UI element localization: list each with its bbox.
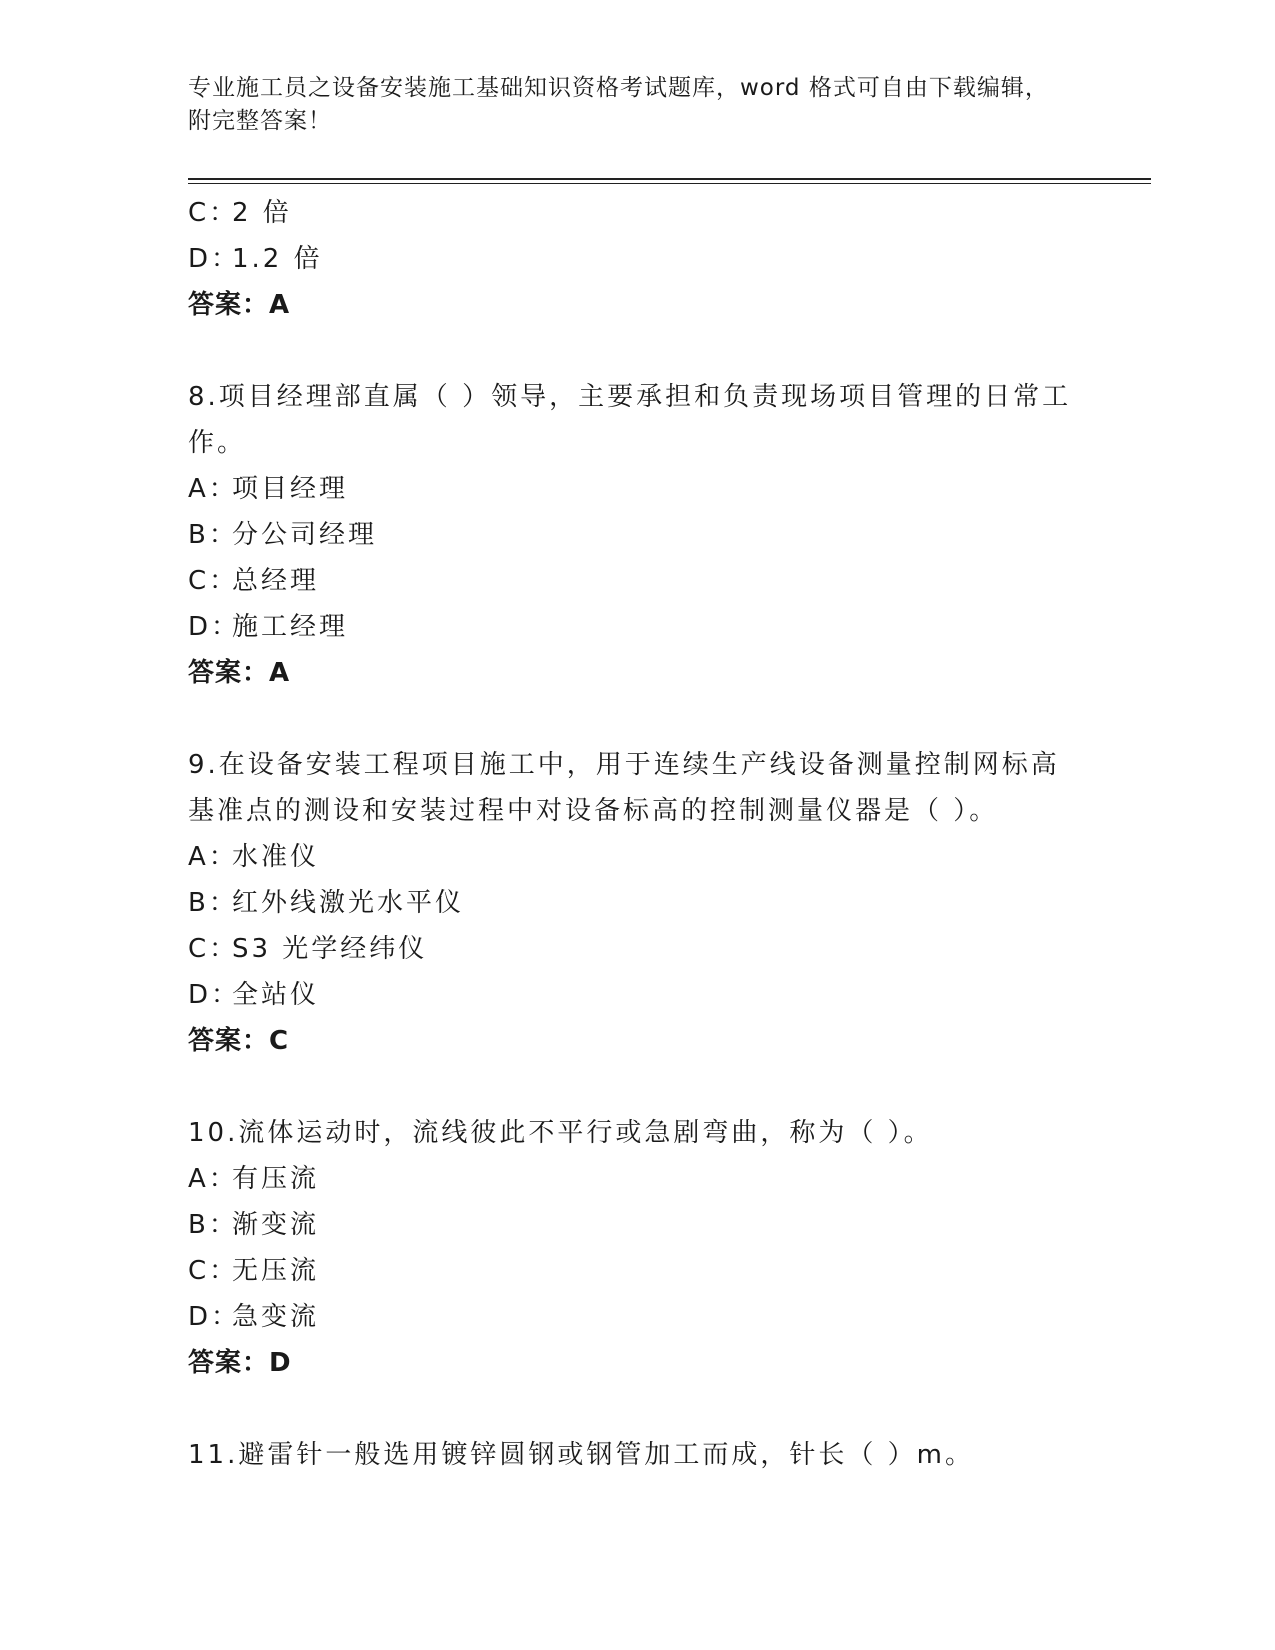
option-c: C：无压流 bbox=[188, 1256, 320, 1286]
option-c: C：2 倍 bbox=[188, 198, 292, 228]
question-10 bbox=[188, 1110, 1088, 1386]
option-a: A：水准仪 bbox=[188, 842, 320, 872]
question-stem: 9.在设备安装工程项目施工中，用于连续生产线设备测量控制网标高 基准点的测设和安装过程中对设备标高的控制测量仪器是（ ）。 bbox=[188, 750, 1060, 826]
header-line-1: 专业施工员之设备安装施工基础知识资格考试题库，word 格式可自由下载编辑， bbox=[188, 75, 1049, 101]
question-11 bbox=[188, 1432, 1088, 1478]
option-a: A：项目经理 bbox=[188, 474, 349, 504]
answer: 答案：A bbox=[188, 290, 291, 320]
question-9 bbox=[188, 742, 1088, 1064]
document-header bbox=[188, 72, 1068, 138]
question-8 bbox=[188, 374, 1088, 696]
previous-question-fragment bbox=[188, 190, 1088, 328]
option-d: D：全站仪 bbox=[188, 980, 320, 1010]
header-rule-thin bbox=[188, 183, 1151, 184]
question-stem: 8.项目经理部直属（ ）领导，主要承担和负责现场项目管理的日常工 作。 bbox=[188, 382, 1072, 458]
question-stem: 10.流体运动时，流线彼此不平行或急剧弯曲，称为（ ）。 bbox=[188, 1118, 933, 1148]
header-rule bbox=[188, 178, 1151, 180]
answer: 答案：C bbox=[188, 1026, 290, 1056]
option-c: C：S3 光学经纬仪 bbox=[188, 934, 428, 964]
question-list bbox=[188, 190, 1088, 1478]
option-d: D：1.2 倍 bbox=[188, 244, 323, 274]
option-b: B：渐变流 bbox=[188, 1210, 320, 1240]
header-line-2: 附完整答案！ bbox=[188, 108, 332, 134]
option-b: B：分公司经理 bbox=[188, 520, 378, 550]
question-stem: 11.避雷针一般选用镀锌圆钢或钢管加工而成，针长（ ）m。 bbox=[188, 1440, 974, 1470]
option-d: D：急变流 bbox=[188, 1302, 320, 1332]
answer: 答案：A bbox=[188, 658, 291, 688]
option-b: B：红外线激光水平仪 bbox=[188, 888, 465, 918]
option-d: D：施工经理 bbox=[188, 612, 349, 642]
option-c: C：总经理 bbox=[188, 566, 320, 596]
answer: 答案：D bbox=[188, 1348, 292, 1378]
option-a: A：有压流 bbox=[188, 1164, 320, 1194]
